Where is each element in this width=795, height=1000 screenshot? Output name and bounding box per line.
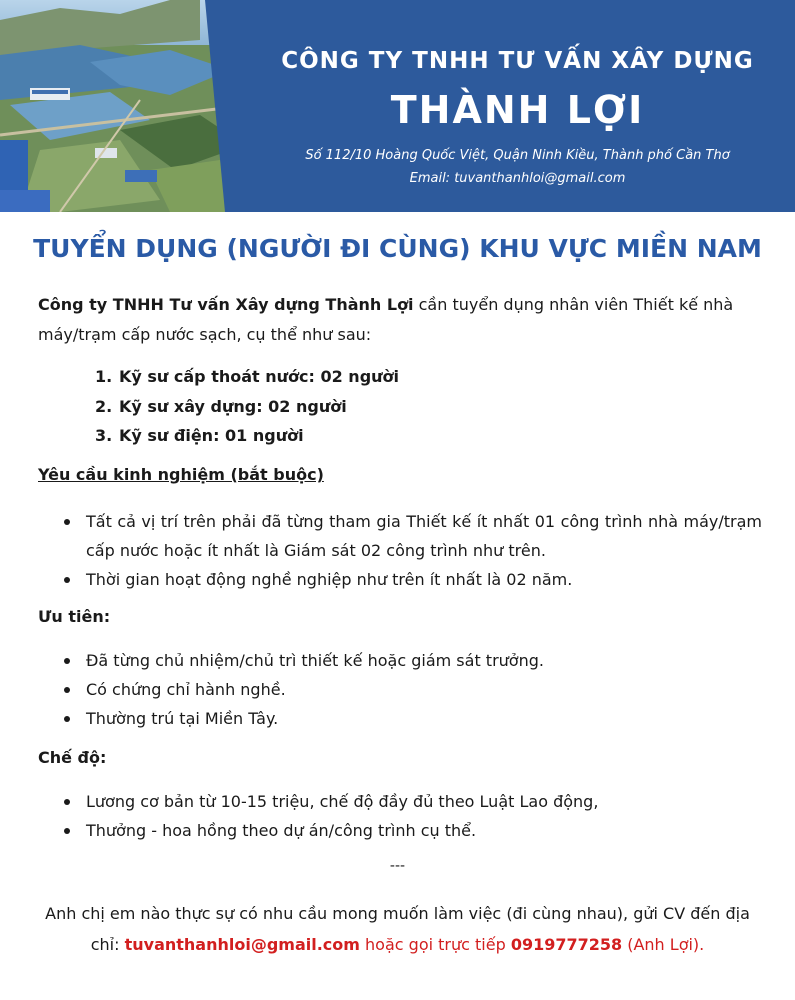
contact-phone[interactable]: 0919777258 xyxy=(510,935,623,954)
priority-item: Có chứng chỉ hành nghề. xyxy=(62,675,762,704)
company-name-line1: CÔNG TY TNHH TƯ VẤN XÂY DỰNG xyxy=(281,48,754,74)
position-text: Kỹ sư xây dựng: 02 người xyxy=(119,396,347,416)
priority-list xyxy=(62,646,762,733)
contact-text-call: hoặc gọi trực tiếp xyxy=(359,935,511,954)
position-item xyxy=(95,362,399,392)
intro-text: cần tuyển dụng nhân viên Thiết kế nhà máy/trạm cấp nước sạch, cụ thể như sau: xyxy=(38,295,734,344)
company-email: Email: tuvanthanhloi@gmail.com xyxy=(409,171,626,186)
company-name-line2: THÀNH LỢI xyxy=(390,88,645,132)
contact-email-link[interactable]: tuvanthanhloi@gmail.com xyxy=(124,935,360,954)
position-number: 1. xyxy=(95,367,113,386)
banner-text xyxy=(240,0,795,212)
contact-person: (Anh Lợi). xyxy=(622,935,705,954)
position-item xyxy=(95,421,399,451)
aerial-photo-image xyxy=(0,0,250,212)
position-number: 3. xyxy=(95,426,113,445)
page-title: TUYỂN DỤNG (NGƯỜI ĐI CÙNG) KHU VỰC MIỀN NAM xyxy=(33,234,762,263)
priority-heading: Ưu tiên: xyxy=(38,607,111,626)
benefit-item: Thưởng - hoa hồng theo dự án/công trình cụ thể. xyxy=(62,816,762,845)
requirements-heading: Yêu cầu kinh nghiệm (bắt buộc) xyxy=(38,465,324,484)
position-text: Kỹ sư điện: 01 người xyxy=(119,426,304,445)
intro-company-name: Công ty TNHH Tư vấn Xây dựng Thành Lợi xyxy=(38,295,414,314)
priority-item: Thường trú tại Miền Tây. xyxy=(62,704,762,733)
benefits-list xyxy=(62,787,762,845)
contact-text: Anh chị em nào thực sự có nhu cầu mong muốn làm việc (đi cùng nhau), gửi CV đến địa chỉ: xyxy=(45,904,750,954)
positions-list xyxy=(95,362,399,451)
priority-item: Đã từng chủ nhiệm/chủ trì thiết kế hoặc giám sát trưởng. xyxy=(62,646,762,675)
benefits-heading: Chế độ: xyxy=(38,748,107,767)
header-banner xyxy=(0,0,795,212)
contact-paragraph xyxy=(40,898,755,960)
position-item xyxy=(95,392,399,422)
company-address: Số 112/10 Hoàng Quốc Việt, Quận Ninh Kiều, Thành phố Cần Thơ xyxy=(305,148,730,163)
position-text: Kỹ sư cấp thoát nước: 02 người xyxy=(119,367,400,386)
benefit-item: Lương cơ bản từ 10-15 triệu, chế độ đầy đủ theo Luật Lao động, xyxy=(62,787,762,816)
requirements-list xyxy=(62,507,762,594)
separator: --- xyxy=(389,858,406,874)
requirement-item: Thời gian hoạt động nghề nghiệp như trên ít nhất là 02 năm. xyxy=(62,565,762,594)
position-number: 2. xyxy=(95,396,113,416)
intro-paragraph xyxy=(38,290,763,350)
requirement-item: Tất cả vị trí trên phải đã từng tham gia Thiết kế ít nhất 01 công trình nhà máy/trạm cấp nước hoặc ít nhất là Giám sát 02 công trình như trên. xyxy=(62,507,762,565)
